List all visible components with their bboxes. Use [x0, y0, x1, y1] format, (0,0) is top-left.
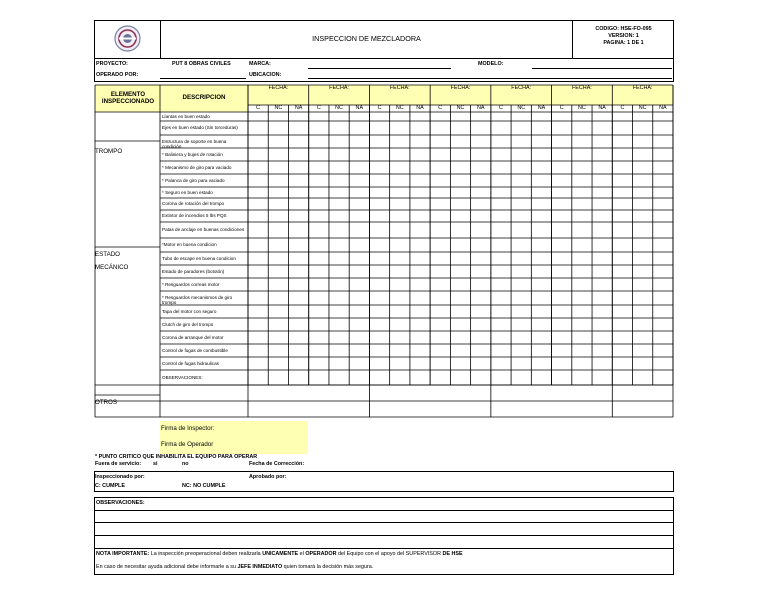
location-label: UBICACION: — [249, 72, 282, 78]
project-value: PUT 8 OBRAS CIVILES — [172, 61, 231, 67]
important-note: NOTA IMPORTANTE: La inspección preoperacional deben realizarla UNICAMENTE el OPERADOR del Equipo con el apoyo del SUPERVISOR DE HSE — [96, 551, 463, 557]
inspection-item: Llantas en buen estado — [162, 113, 210, 119]
operator-label: OPERADO POR: — [96, 72, 139, 78]
signature-inspector[interactable]: Firma de Inspector: — [161, 425, 215, 432]
form-version: VERSION: 1 — [608, 33, 639, 39]
column-c-2: C — [316, 105, 321, 111]
inspection-item: Ejes en buen estado (Sin torceduras) — [162, 125, 238, 130]
column-na-7: NA — [659, 105, 667, 111]
inspection-item: * Baliniera y bujes de rotación — [162, 151, 223, 157]
signature-operator[interactable]: Firma de Operador — [161, 441, 214, 448]
column-na-2: NA — [355, 105, 364, 111]
inspected-by-label: Inspeccionado por: — [95, 474, 145, 480]
form-page: PAGINA: 1 DE 1 — [603, 40, 644, 46]
form-title: INSPECCION DE MEZCLADORA — [312, 34, 421, 43]
date-header-2[interactable]: FECHA: — [329, 85, 349, 91]
cumple-legend: C: CUMPLE — [95, 483, 125, 489]
group-estado: ESTADO — [95, 251, 120, 258]
inspection-item: * Mecanismo de giro para vaciado — [162, 164, 232, 170]
inspection-item: OBSERVACIONES: — [162, 374, 203, 380]
column-nc-6: NC — [578, 105, 586, 111]
inspection-item: * Seguro en buen estado — [162, 189, 213, 195]
inspection-item: Tapa del motor con seguro — [162, 308, 217, 314]
form-code: CODIGO: HSE-FO-095 — [595, 26, 652, 32]
column-na-1: NA — [294, 105, 303, 111]
column-na-4: NA — [476, 105, 485, 111]
inspection-item: Tubo de escape en buena condicion — [162, 255, 236, 261]
group-mecanico: MECÁNICO — [95, 264, 129, 271]
column-na-5: NA — [537, 105, 546, 111]
inspection-item: * Resguardos mecanismos de giro trompo — [162, 295, 233, 306]
critical-note: * PUNTO CRITICO QUE INHABILITA EL EQUIPO PARA OPERAR — [95, 454, 258, 460]
inspection-item: Estado de paradores (bototón) — [162, 268, 225, 274]
inspection-item: * Resguardos correas motor — [162, 281, 220, 287]
description-column-header: DESCRIPCION — [182, 94, 226, 101]
column-c-1: C — [256, 105, 261, 111]
correction-date-label: Fecha de Corrección: — [249, 461, 305, 467]
column-nc-5: NC — [517, 105, 526, 111]
model-label: MODELO: — [478, 61, 504, 67]
inspection-item: Patas de anclaje en buenas condiciones — [162, 227, 245, 232]
project-label: PROYECTO: — [96, 61, 128, 67]
inspection-item: Corona de rotación del trompo — [162, 201, 225, 206]
column-nc-3: NC — [395, 105, 404, 111]
column-c-6: C — [559, 105, 564, 111]
inspection-item: Clutch de giro del trompo — [162, 321, 214, 327]
date-header-3[interactable]: FECHA: — [389, 85, 410, 91]
column-nc-4: NC — [456, 105, 465, 111]
column-nc-7: NC — [638, 105, 647, 111]
inspection-item: Control de fugas de combustible — [162, 347, 228, 353]
column-na-3: NA — [416, 105, 424, 111]
column-nc-1: NC — [274, 105, 283, 111]
brand-label: MARCA: — [249, 61, 271, 67]
column-c-5: C — [499, 105, 503, 111]
observations-label: OBSERVACIONES: — [96, 500, 145, 506]
inspection-item: Control de fugas hidraulicas — [162, 360, 219, 366]
date-header-6[interactable]: FECHA: — [572, 85, 592, 91]
group-otros: OTROS — [95, 399, 118, 406]
column-c-7: C — [620, 105, 625, 111]
out-of-service-yes[interactable]: si — [153, 461, 158, 467]
approved-by-label: Aprobado por: — [249, 474, 287, 480]
no-cumple-legend: NC: NO CUMPLE — [182, 483, 226, 489]
date-header-7[interactable]: FECHA: — [632, 85, 653, 91]
column-c-4: C — [438, 105, 443, 111]
element-column-header: ELEMENTO INSPECCIONADO — [101, 91, 155, 106]
help-note: En caso de necesitar ayuda adicional debe informarle a su JEFE INMEDIATO quien tomará la decisión más segura. — [96, 564, 374, 570]
out-of-service-no[interactable]: no — [182, 461, 189, 467]
inspection-item: Corona de arranque del motor — [162, 334, 224, 340]
date-header-4[interactable]: FECHA: — [450, 85, 471, 91]
inspection-item: * Palanca de giro para vaciado — [162, 177, 225, 183]
column-c-3: C — [377, 105, 382, 111]
inspection-item: Extintor de incendios 5 lbs PQS — [162, 213, 227, 218]
date-header-1[interactable]: FECHA: — [268, 85, 289, 91]
column-na-6: NA — [598, 105, 606, 111]
inspection-item: *Motor en buena condicion — [162, 242, 217, 247]
inspection-item: Estructura de soporte en buena condición — [162, 138, 227, 149]
column-nc-2: NC — [335, 105, 343, 111]
date-header-5[interactable]: FECHA: — [511, 85, 532, 91]
out-of-service-label: Fuera de servicio: — [95, 461, 142, 467]
group-trompo: TROMPO — [95, 148, 123, 155]
